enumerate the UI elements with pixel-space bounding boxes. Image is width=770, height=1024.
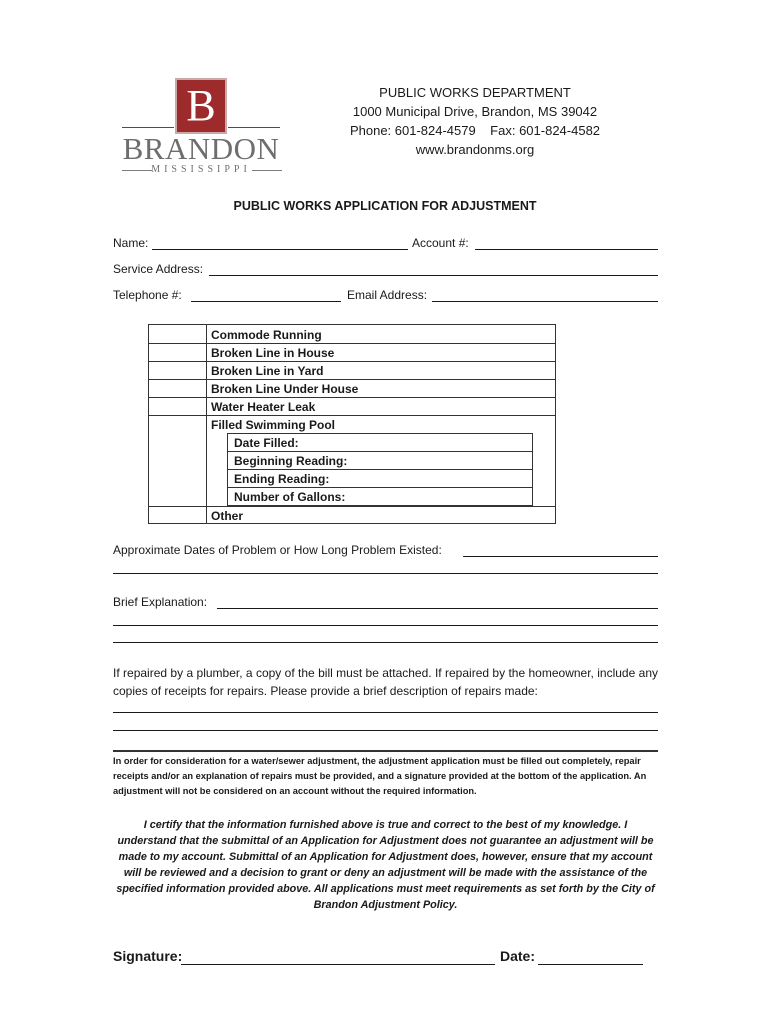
service-address-label: Service Address: bbox=[113, 262, 204, 276]
repair-description-line-1[interactable] bbox=[113, 712, 658, 713]
repair-instructions: If repaired by a plumber, a copy of the bill must be attached. If repaired by the homeowner, include any copies of receipts for repairs. Please provide a brief description of repairs made: bbox=[113, 666, 658, 698]
requirements-notice: In order for consideration for a water/sewer adjustment, the adjustment application must be filled out completely, repair receipts and/or an explanation of repairs must be provided, and a signature provided at the bottom of the application. An adjustment will not be considered on an account without the required information. bbox=[113, 756, 647, 796]
name-label: Name: bbox=[113, 236, 149, 250]
repair-description-line-2[interactable] bbox=[113, 730, 658, 731]
pool-ending-reading[interactable]: Ending Reading: bbox=[234, 472, 330, 486]
pool-row-divider bbox=[228, 487, 532, 488]
checkbox-column-divider bbox=[206, 325, 207, 523]
row-divider bbox=[149, 415, 555, 416]
notice-divider bbox=[113, 750, 658, 752]
row-divider bbox=[149, 397, 555, 398]
department-phone-fax: Phone: 601-824-4579 Fax: 601-824-4582 bbox=[349, 123, 601, 138]
pool-number-of-gallons[interactable]: Number of Gallons: bbox=[234, 490, 346, 504]
dates-label: Approximate Dates of Problem or How Long Problem Existed: bbox=[113, 543, 442, 557]
logo-monogram: B bbox=[175, 78, 227, 134]
email-label: Email Address: bbox=[347, 288, 428, 302]
telephone-label: Telephone #: bbox=[113, 288, 182, 302]
checklist-item-water-heater-leak[interactable]: Water Heater Leak bbox=[211, 400, 316, 414]
telephone-field[interactable] bbox=[191, 301, 341, 302]
explanation-field-line-3[interactable] bbox=[113, 642, 658, 643]
logo-state: MISSISSIPPI bbox=[151, 164, 251, 175]
explanation-field[interactable] bbox=[217, 608, 658, 609]
name-field[interactable] bbox=[152, 249, 408, 250]
pool-row-divider bbox=[228, 469, 532, 470]
department-website[interactable]: www.brandonms.org bbox=[415, 142, 535, 157]
row-divider bbox=[149, 506, 555, 507]
dates-field-line-2[interactable] bbox=[113, 573, 658, 574]
checklist-item-broken-line-under-house[interactable]: Broken Line Under House bbox=[211, 382, 359, 396]
pool-beginning-reading[interactable]: Beginning Reading: bbox=[234, 454, 348, 468]
signature-field[interactable] bbox=[181, 964, 495, 965]
brandon-logo bbox=[118, 76, 286, 178]
date-field[interactable] bbox=[538, 964, 643, 965]
checklist-item-commode-running[interactable]: Commode Running bbox=[211, 328, 322, 342]
certification-statement: I certify that the information furnished above is true and correct to the best of my knowledge. I understand that the submittal of an Application for Adjustment does not guarantee an adjustment will be made to my account. Submittal of an Application for Adjustment does, however, ensure that my account will be reviewed and a decision to grant or deny an adjustment will be made with the assistance of the specified information provided above. All applications must meet requirements as set forth by the City of Brandon Adjustment Policy. bbox=[116, 819, 655, 911]
row-divider bbox=[149, 361, 555, 362]
form-title: PUBLIC WORKS APPLICATION FOR ADJUSTMENT bbox=[233, 199, 537, 213]
service-address-field[interactable] bbox=[209, 275, 658, 276]
email-field[interactable] bbox=[432, 301, 658, 302]
account-label: Account #: bbox=[412, 236, 469, 250]
explanation-field-line-2[interactable] bbox=[113, 625, 658, 626]
row-divider bbox=[149, 343, 555, 344]
pool-details-box bbox=[227, 433, 533, 506]
pool-row-divider bbox=[228, 451, 532, 452]
checklist-item-broken-line-house[interactable]: Broken Line in House bbox=[211, 346, 335, 360]
checklist-item-filled-swimming-pool[interactable]: Filled Swimming Pool bbox=[211, 418, 336, 432]
logo-wordmark: BRANDON bbox=[122, 131, 280, 166]
account-field[interactable] bbox=[475, 249, 658, 250]
logo-rule-left bbox=[122, 127, 174, 128]
problem-checklist-table bbox=[148, 324, 556, 524]
dates-field[interactable] bbox=[463, 556, 658, 557]
checklist-item-broken-line-yard[interactable]: Broken Line in Yard bbox=[211, 364, 324, 378]
date-label: Date: bbox=[500, 948, 536, 964]
signature-label: Signature: bbox=[113, 948, 183, 964]
pool-date-filled[interactable]: Date Filled: bbox=[234, 436, 299, 450]
explanation-label: Brief Explanation: bbox=[113, 595, 208, 609]
logo-rule-right bbox=[228, 127, 280, 128]
department-address: 1000 Municipal Drive, Brandon, MS 39042 bbox=[352, 104, 598, 119]
row-divider bbox=[149, 379, 555, 380]
department-name: PUBLIC WORKS DEPARTMENT bbox=[379, 85, 571, 100]
checklist-item-other[interactable]: Other bbox=[211, 509, 244, 523]
